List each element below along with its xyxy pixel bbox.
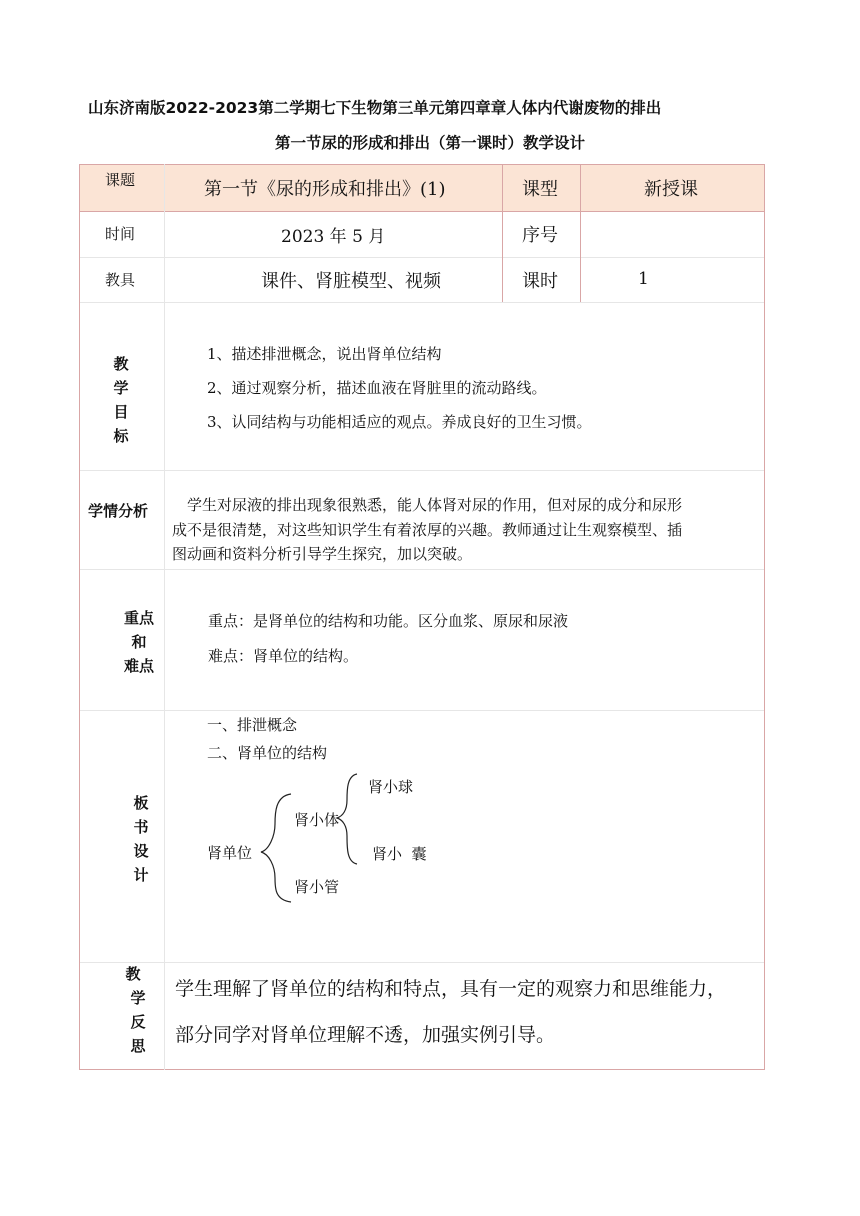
board-body: 肾小体 [294,811,340,829]
key-point: 重点：是肾单位的结构和功能。区分血浆、原尿和尿液 [208,612,569,630]
analysis-line-1: 学生对尿液的排出现象很熟悉，能人体肾对尿的作用，但对尿的成分和尿形 [187,496,683,514]
reflection-line-2: 部分同学对肾单位理解不透，加强实例引导。 [175,1024,556,1046]
hours-value: 1 [638,269,649,289]
board-root: 肾单位 [207,844,253,862]
goal-item-1: 1、描述排泄概念，说出肾单位结构 [207,345,442,363]
hours-label: 课时 [522,271,558,292]
lesson-plan-table [79,164,765,1070]
analysis-label: 学情分析 [88,502,149,520]
board-line-1: 一、排泄概念 [207,716,298,734]
key-label: 重点 和 难点 [123,609,154,675]
small-brace [337,774,357,864]
analysis-line-2: 成不是很清楚，对这些知识学生有着浓厚的兴趣。教师通过让生观察模型、插 [172,521,683,539]
board-tubule: 肾小管 [294,878,340,896]
board-line-2: 二、肾单位的结构 [207,744,328,762]
large-brace [261,794,291,902]
goals-label: 教 学 目 标 [113,355,129,445]
board-glomerulus: 肾小球 [368,778,414,796]
topic-value: 第一节《尿的形成和排出》(1) [204,179,446,200]
type-value: 新授课 [644,179,698,200]
difficulty-point: 难点：肾单位的结构。 [208,647,359,665]
document-title-line1: 山东济南版2022-2023第二学期七下生物第三单元第四章章人体内代谢废物的排出 [88,99,662,117]
reflection-label: 教 学 反 思 [125,965,146,1055]
tools-value: 课件、肾脏模型、视频 [261,271,441,292]
time-value: 2023 年 5 月 [281,227,386,247]
board-braces [79,164,765,1070]
reflection-line-1: 学生理解了肾单位的结构和特点，具有一定的观察力和思维能力， [175,978,727,1000]
goal-item-2: 2、通过观察分析，描述血液在肾脏里的流动路线。 [207,379,547,397]
board-label: 板 书 设 计 [133,794,149,884]
seq-label: 序号 [522,225,558,246]
tools-label: 教具 [105,271,136,289]
board-capsule: 肾小 囊 [372,845,427,863]
type-label: 课型 [522,179,558,200]
time-label: 时间 [105,225,136,243]
analysis-line-3: 图动画和资料分析引导学生探究，加以突破。 [172,545,473,563]
document-title-line2: 第一节尿的形成和排出（第一课时）教学设计 [274,134,585,152]
goal-item-3: 3、认同结构与功能相适应的观点。养成良好的卫生习惯。 [207,413,592,431]
topic-label: 课题 [105,171,136,189]
